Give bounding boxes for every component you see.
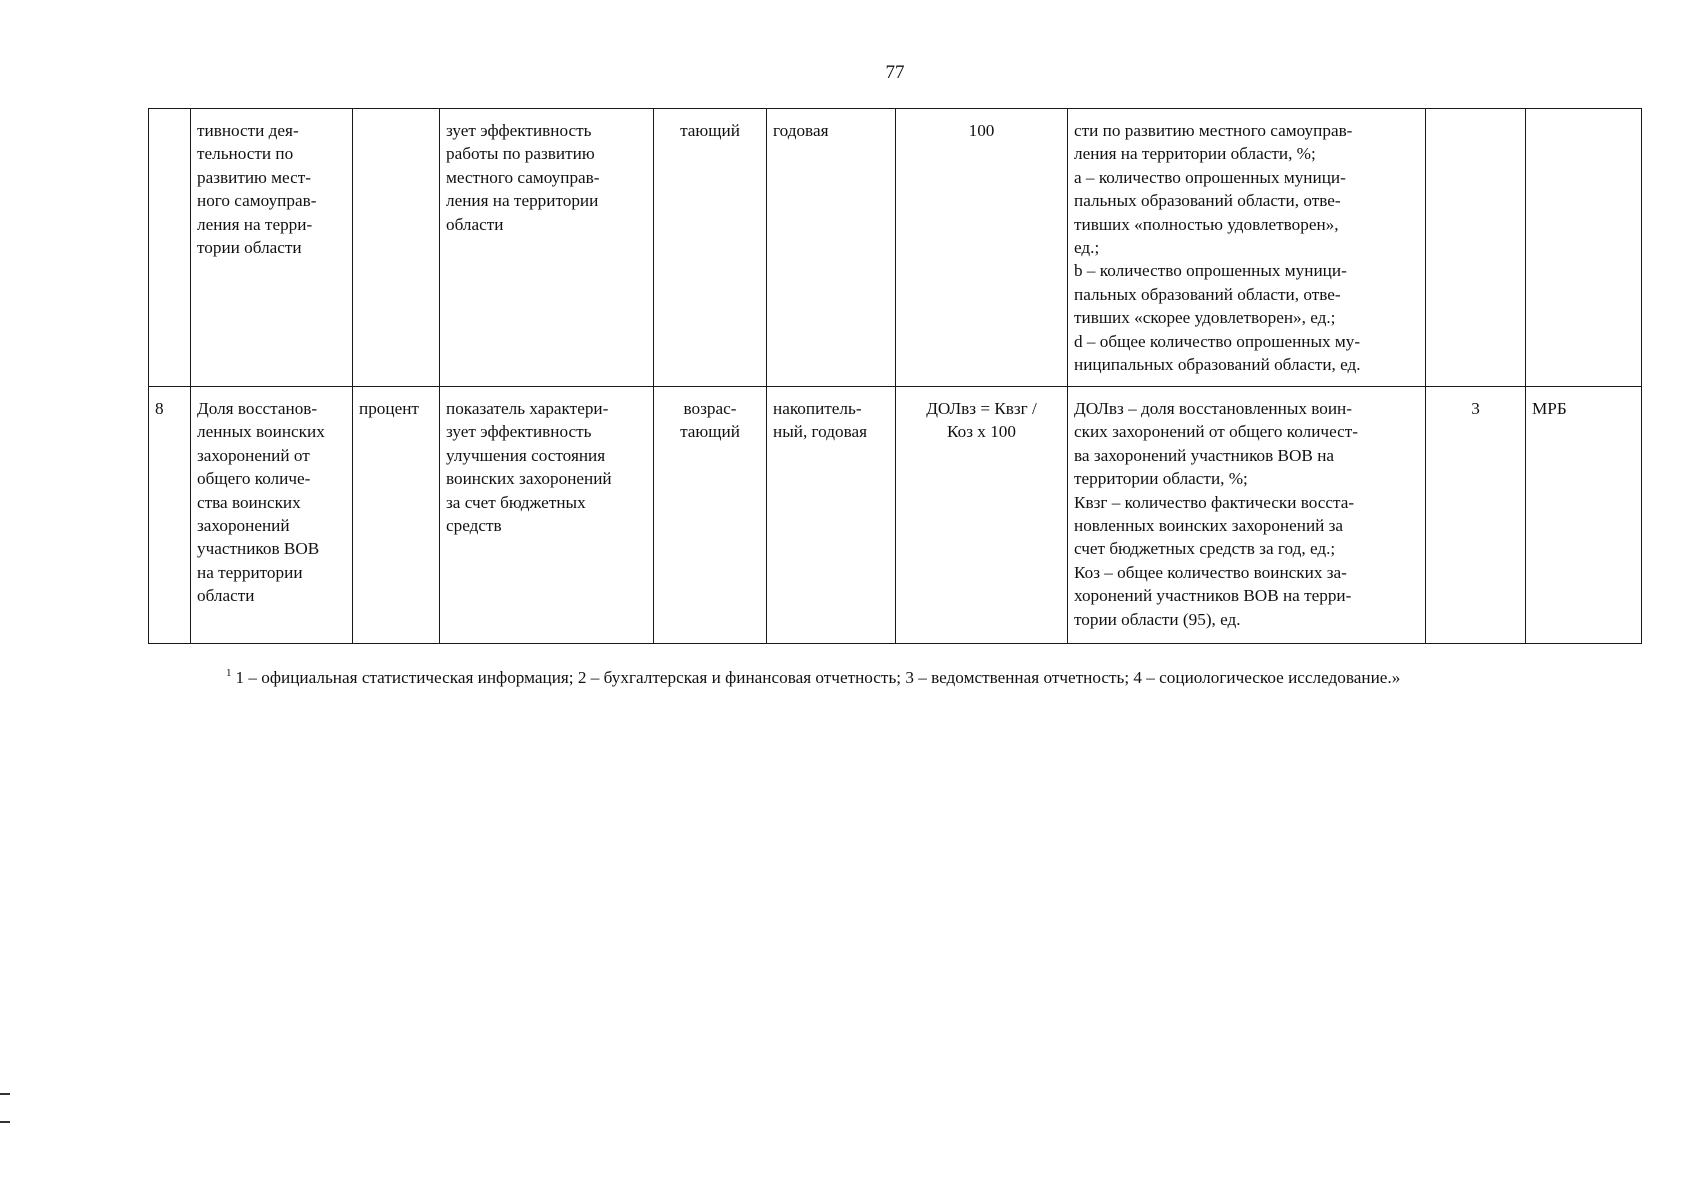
cell-text-line: ства воинских: [197, 492, 301, 512]
edge-mark: [0, 1121, 10, 1123]
cell-text-line: Доля восстанов-: [197, 399, 318, 418]
indicator-table: [148, 108, 1642, 644]
cell-trend: [654, 109, 767, 387]
cell-text-line: территории области, %;: [1074, 469, 1248, 489]
cell-text-line: накопитель-: [773, 399, 862, 418]
cell-unit: [353, 387, 440, 644]
cell-text-line: счет бюджетных средств за год, ед.;: [1074, 539, 1336, 559]
cell-text-line: области: [197, 586, 255, 606]
cell-text-line: хоронений участников ВОВ на терри-: [1074, 586, 1352, 606]
cell-text-line: b – количество опрошенных муници-: [1074, 261, 1347, 281]
cell-text-line: улучшения состояния: [446, 445, 606, 465]
cell-text-line: тающий: [680, 422, 740, 442]
cell-text-line: 3: [1471, 399, 1480, 418]
cell-text-line: местного самоуправ-: [446, 167, 600, 187]
cell-text-line: ДОЛвз – доля восстановленных воин-: [1074, 399, 1352, 418]
cell-text-line: ских захоронений от общего количест-: [1074, 422, 1358, 442]
cell-text-line: воинских захоронений: [446, 469, 612, 489]
cell-text-line: за счет бюджетных: [446, 492, 586, 512]
cell-text-line: тории области (95), ед.: [1074, 609, 1241, 629]
cell-indicator-name: [191, 109, 353, 387]
cell-text-line: Коз х 100: [947, 422, 1016, 442]
cell-text-line: новленных воинских захоронений за: [1074, 516, 1344, 536]
cell-text-line: ва захоронений участников ВОВ на: [1074, 445, 1335, 465]
cell-text-line: тельности по: [197, 144, 294, 164]
cell-text-line: средств: [446, 516, 502, 536]
cell-source: [1426, 387, 1526, 644]
cell-periodicity: [767, 109, 896, 387]
cell-text-line: ленных воинских: [197, 422, 325, 442]
cell-text-line: пальных образований области, отве-: [1074, 284, 1341, 304]
cell-source: [1426, 109, 1526, 387]
cell-text-line: тивших «полностью удовлетворен»,: [1074, 214, 1339, 234]
cell-text-line: зует эффективность: [446, 422, 592, 442]
cell-text-line: тории области: [197, 238, 302, 258]
cell-description: [440, 109, 654, 387]
cell-number: [149, 109, 191, 387]
cell-text-line: зует эффективность: [446, 121, 592, 140]
cell-text-line: ления на территории: [446, 191, 599, 211]
cell-text-line: МРБ: [1532, 399, 1567, 418]
cell-text-line: 100: [968, 121, 995, 140]
cell-text-line: работы по развитию: [446, 144, 595, 164]
cell-text-line: захоронений: [197, 516, 290, 536]
footnote: [226, 667, 1400, 688]
cell-number: 8: [149, 387, 191, 644]
cell-text-line: ниципальных образований области, ед.: [1074, 355, 1361, 375]
edge-mark: [0, 1093, 10, 1095]
cell-text-line: ного самоуправ-: [197, 191, 317, 211]
cell-text-line: сти по развитию местного самоуправ-: [1074, 121, 1353, 140]
cell-indicator-name: [191, 387, 353, 644]
footnote-marker: 1: [226, 667, 232, 679]
cell-periodicity: [767, 387, 896, 644]
cell-text-line: ления на территории области, %;: [1074, 144, 1316, 164]
cell-text-line: области: [446, 214, 504, 234]
cell-text-line: участников ВОВ: [197, 539, 320, 559]
cell-text-line: годовая: [773, 121, 829, 140]
cell-formula: [896, 109, 1068, 387]
footnote-text: 1 – официальная статистическая информация; 2 – бухгалтерская и финансовая отчетность; 3 – ведомственная отчетность; 4 – социологическое исследование.»: [235, 668, 1401, 687]
cell-responsible: [1526, 109, 1642, 387]
cell-text-line: Коз – общее количество воинских за-: [1074, 562, 1347, 582]
cell-responsible: [1526, 387, 1642, 644]
cell-method: [1068, 387, 1426, 644]
cell-text-line: развитию мест-: [197, 167, 311, 187]
cell-text-line: общего количе-: [197, 469, 311, 489]
page-number: 77: [885, 62, 905, 83]
cell-text-line: тивших «скорее удовлетворен», ед.;: [1074, 308, 1336, 328]
cell-text-line: пальных образований области, отве-: [1074, 191, 1341, 211]
cell-method: [1068, 109, 1426, 387]
cell-text-line: d – общее количество опрошенных му-: [1074, 331, 1361, 351]
cell-text-line: процент: [359, 399, 419, 418]
cell-text-line: тающий: [680, 121, 740, 140]
cell-text-line: тивности дея-: [197, 121, 299, 140]
cell-text-line: ед.;: [1074, 238, 1100, 258]
cell-text-line: ный, годовая: [773, 422, 868, 442]
cell-formula: [896, 387, 1068, 644]
cell-description: [440, 387, 654, 644]
table-row: [149, 387, 1642, 644]
cell-text-line: захоронений от: [197, 445, 310, 465]
cell-text-line: показатель характери-: [446, 399, 609, 418]
cell-text-line: возрас-: [683, 399, 737, 418]
cell-trend: [654, 387, 767, 644]
cell-text-line: a – количество опрошенных муници-: [1074, 167, 1346, 187]
table-row: [149, 109, 1642, 387]
cell-text-line: на территории: [197, 562, 303, 582]
cell-text-line: Квзг – количество фактически восста-: [1074, 492, 1355, 512]
cell-text-line: ления на терри-: [197, 214, 313, 234]
cell-unit: [353, 109, 440, 387]
cell-text-line: ДОЛвз = Квзг /: [926, 399, 1037, 418]
